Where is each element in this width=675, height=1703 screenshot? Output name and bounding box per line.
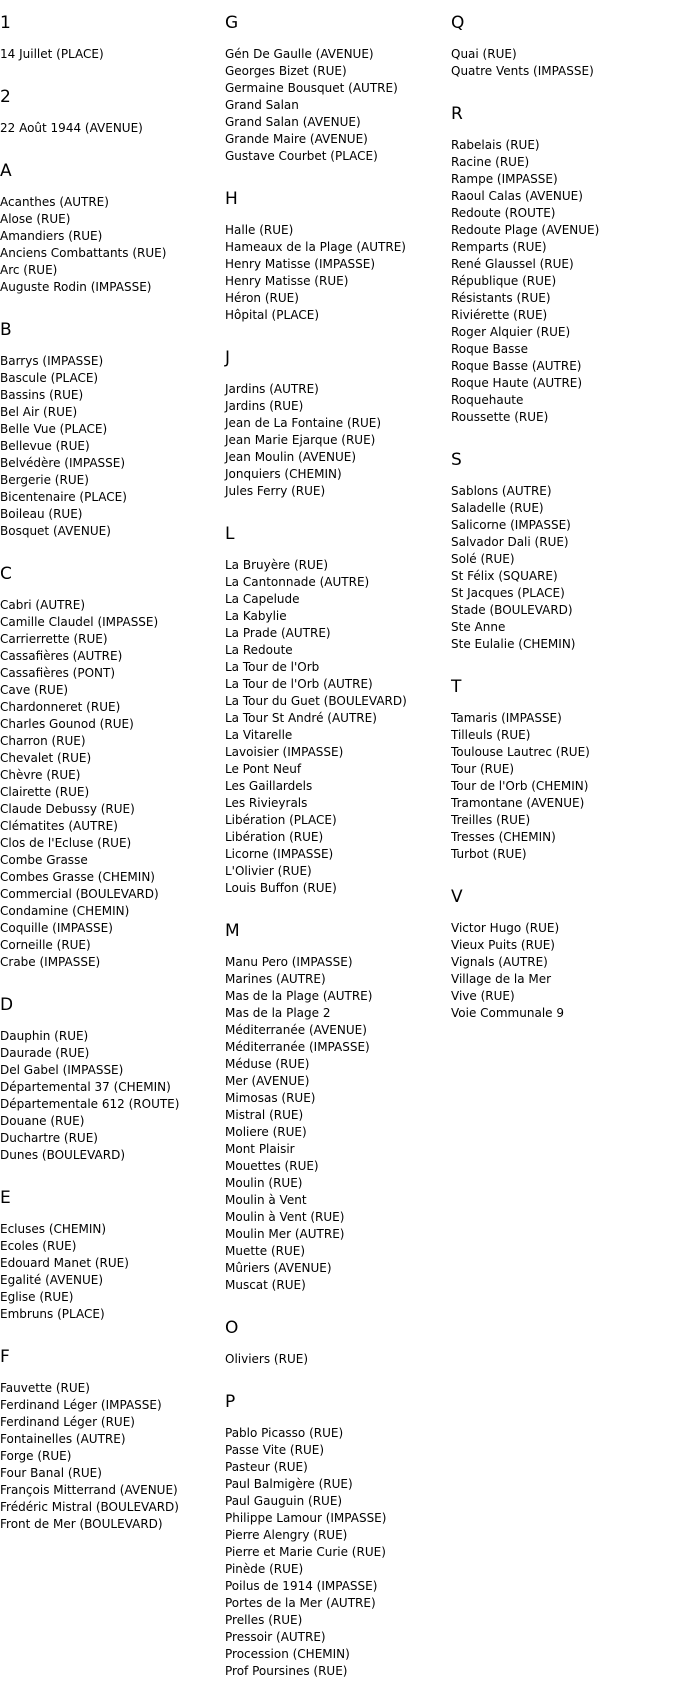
street-list [0,353,215,540]
street-link[interactable]: Sablons (AUTRE) [451,484,552,498]
street-link[interactable]: Rabelais (RUE) [451,138,540,152]
section-letter-heading: C [0,564,12,584]
street-link[interactable]: Crabe (IMPASSE) [0,955,101,969]
street-link[interactable]: Dunes (BOULEVARD) [0,1148,126,1162]
street-link[interactable]: Racine (RUE) [451,155,530,169]
letter-section [225,1391,440,1680]
letter-section [225,523,440,897]
street-link[interactable]: Ste Anne [451,620,506,634]
street-link[interactable]: Passe Vite (RUE) [225,1443,324,1457]
street-link[interactable]: St Félix (SQUARE) [451,569,558,583]
street-link[interactable]: Germaine Bousquet (AUTRE) [225,81,398,95]
street-link[interactable]: Halle (RUE) [225,223,294,237]
street-column-3 [451,12,666,1045]
street-link[interactable]: Jardins (RUE) [225,399,304,413]
street-link[interactable]: Pressoir (AUTRE) [225,1630,326,1644]
section-letter-heading: L [225,524,235,544]
street-link[interactable]: Grand Salan [225,98,299,112]
letter-section [451,12,666,80]
street-link[interactable]: Alose (RUE) [0,212,71,226]
street-link[interactable]: Pierre et Marie Curie (RUE) [225,1545,386,1559]
street-link[interactable]: Ecoles (RUE) [0,1239,77,1253]
street-link[interactable]: La Tour du Guet (BOULEVARD) [225,694,407,708]
section-letter-heading: A [0,161,12,181]
street-link[interactable]: Tresses (CHEMIN) [451,830,556,844]
street-link[interactable]: Vieux Puits (RUE) [451,938,555,952]
street-link[interactable]: Cabri (AUTRE) [0,598,86,612]
section-letter-heading: D [0,995,14,1015]
street-link[interactable]: Treilles (RUE) [451,813,531,827]
street-link[interactable]: Gén De Gaulle (AVENUE) [225,47,374,61]
street-link[interactable]: Moulin à Vent [225,1193,307,1207]
letter-section [0,994,215,1164]
street-link[interactable]: Carrierrette (RUE) [0,632,108,646]
street-link[interactable]: Roque Basse (AUTRE) [451,359,582,373]
street-link[interactable]: Henry Matisse (IMPASSE) [225,257,376,271]
street-link[interactable]: Portes de la Mer (AUTRE) [225,1596,376,1610]
street-list [0,1221,215,1323]
street-list [451,920,666,1022]
street-link[interactable]: Mer (AVENUE) [225,1074,310,1088]
street-link[interactable]: Eglise (RUE) [0,1290,74,1304]
street-link[interactable]: Cassafières (PONT) [0,666,116,680]
street-list [225,1351,440,1368]
letter-section [451,103,666,426]
street-link[interactable]: Raoul Calas (AVENUE) [451,189,583,203]
street-link[interactable]: Marines (AUTRE) [225,972,326,986]
street-list [451,710,666,863]
street-link[interactable]: République (RUE) [451,274,557,288]
street-list [225,954,440,1294]
street-link[interactable]: Forge (RUE) [0,1449,72,1463]
street-link[interactable]: La Capelude [225,592,300,606]
street-link[interactable]: Vive (RUE) [451,989,515,1003]
street-link[interactable]: Bascule (PLACE) [0,371,99,385]
street-link[interactable]: Ste Eulalie (CHEMIN) [451,637,576,651]
street-column-1 [0,12,215,1556]
street-link[interactable]: Toulouse Lautrec (RUE) [451,745,590,759]
street-link[interactable]: Bergerie (RUE) [0,473,89,487]
section-letter-heading: M [225,921,240,941]
street-link[interactable]: Résistants (RUE) [451,291,551,305]
street-list [451,483,666,653]
street-link[interactable]: Procession (CHEMIN) [225,1647,350,1661]
street-link[interactable]: Roque Haute (AUTRE) [451,376,583,390]
street-link[interactable]: Chèvre (RUE) [0,768,81,782]
street-link[interactable]: Mûriers (AVENUE) [225,1261,332,1275]
street-link[interactable]: Roger Alquier (RUE) [451,325,571,339]
street-link[interactable]: Hôpital (PLACE) [225,308,320,322]
street-link[interactable]: Pablo Picasso (RUE) [225,1426,344,1440]
street-link[interactable]: Amandiers (RUE) [0,229,103,243]
street-link[interactable]: Méditerranée (AVENUE) [225,1023,367,1037]
street-column-2 [225,12,440,1703]
street-link[interactable]: Tour de l'Orb (CHEMIN) [451,779,589,793]
street-link[interactable]: Coquille (IMPASSE) [0,921,113,935]
street-link[interactable]: Vignals (AUTRE) [451,955,548,969]
street-link[interactable]: Roque Basse [451,342,529,356]
section-letter-heading: V [451,887,463,907]
street-link[interactable]: Cassafières (AUTRE) [0,649,123,663]
section-letter-heading: Q [451,13,465,33]
street-list [451,46,666,80]
street-link[interactable]: Egalité (AVENUE) [0,1273,104,1287]
street-list [0,194,215,296]
street-link[interactable]: Philippe Lamour (IMPASSE) [225,1511,387,1525]
letter-section [225,920,440,1294]
street-link[interactable]: Mouettes (RUE) [225,1159,319,1173]
street-link[interactable]: Quai (RUE) [451,47,517,61]
street-link[interactable]: Les Rivieyrals [225,796,308,810]
letter-section [0,319,215,540]
street-list [0,1028,215,1164]
section-letter-heading: F [0,1347,10,1367]
section-letter-heading: G [225,13,239,33]
street-link[interactable]: Salicorne (IMPASSE) [451,518,571,532]
street-link[interactable]: Riviérette (RUE) [451,308,548,322]
street-link[interactable]: Camille Claudel (IMPASSE) [0,615,159,629]
street-list [225,1425,440,1680]
street-list [0,46,215,63]
street-link[interactable]: Acanthes (AUTRE) [0,195,109,209]
street-link[interactable]: Le Pont Neuf [225,762,302,776]
street-link[interactable]: Tour (RUE) [451,762,515,776]
street-link[interactable]: Paul Gauguin (RUE) [225,1494,343,1508]
letter-section [0,86,215,137]
letter-section [0,1346,215,1533]
letter-section [0,12,215,63]
letter-section [0,563,215,971]
street-link[interactable]: Georges Bizet (RUE) [225,64,347,78]
street-link[interactable]: Mas de la Plage (AUTRE) [225,989,373,1003]
street-link[interactable]: Bellevue (RUE) [0,439,90,453]
letter-section [225,188,440,324]
section-letter-heading: H [225,189,238,209]
street-link[interactable]: Quatre Vents (IMPASSE) [451,64,594,78]
street-link[interactable]: Mas de la Plage 2 [225,1006,331,1020]
letter-section [451,676,666,863]
section-letter-heading: 2 [0,87,11,107]
street-link[interactable]: Méduse (RUE) [225,1057,310,1071]
street-link[interactable]: La Vitarelle [225,728,293,742]
street-link[interactable]: Bassins (RUE) [0,388,84,402]
street-link[interactable]: Saladelle (RUE) [451,501,544,515]
letter-section [0,160,215,296]
street-link[interactable]: La Cantonnade (AUTRE) [225,575,370,589]
street-link[interactable]: Barrys (IMPASSE) [0,354,104,368]
street-link[interactable]: Bel Air (RUE) [0,405,78,419]
street-link[interactable]: Bosquet (AVENUE) [0,524,111,538]
street-link[interactable]: Prelles (RUE) [225,1613,303,1627]
street-link[interactable]: La Kabylie [225,609,287,623]
street-link[interactable]: Salvador Dali (RUE) [451,535,569,549]
street-list [225,381,440,500]
street-link[interactable]: Mimosas (RUE) [225,1091,316,1105]
street-link[interactable]: Moulin (RUE) [225,1176,303,1190]
street-link[interactable]: Del Gabel (IMPASSE) [0,1063,124,1077]
street-link[interactable]: La Tour St André (AUTRE) [225,711,377,725]
street-link[interactable]: Moulin à Vent (RUE) [225,1210,345,1224]
street-link[interactable]: Corneille (RUE) [0,938,91,952]
street-link[interactable]: Dauphin (RUE) [0,1029,89,1043]
street-link[interactable]: Edouard Manet (RUE) [0,1256,129,1270]
letter-section [451,449,666,653]
street-link[interactable]: Tilleuls (RUE) [451,728,531,742]
street-link[interactable]: Jules Ferry (RUE) [225,484,326,498]
street-link[interactable]: Embruns (PLACE) [0,1307,105,1321]
street-link[interactable]: Charron (RUE) [0,734,86,748]
street-link[interactable]: Stade (BOULEVARD) [451,603,573,617]
street-list [451,137,666,426]
street-list [225,46,440,165]
section-letter-heading: O [225,1318,239,1338]
street-link[interactable]: La Prade (AUTRE) [225,626,331,640]
street-link[interactable]: Grand Salan (AVENUE) [225,115,361,129]
street-link[interactable]: Moliere (RUE) [225,1125,307,1139]
street-link[interactable]: Boileau (RUE) [0,507,83,521]
street-list [225,557,440,897]
street-link[interactable]: Les Gaillardels [225,779,313,793]
street-list [0,597,215,971]
street-link[interactable]: Douane (RUE) [0,1114,85,1128]
street-link[interactable]: Commercial (BOULEVARD) [0,887,159,901]
street-link[interactable]: Libération (RUE) [225,830,324,844]
street-link[interactable]: Ferdinand Léger (RUE) [0,1415,135,1429]
letter-section [225,1317,440,1368]
street-link[interactable]: Voie Communale 9 [451,1006,564,1020]
street-link[interactable]: Front de Mer (BOULEVARD) [0,1517,163,1531]
street-link[interactable]: Paul Balmigère (RUE) [225,1477,353,1491]
street-link[interactable]: Combes Grasse (CHEMIN) [0,870,155,884]
street-link[interactable]: Jean Marie Ejarque (RUE) [225,433,376,447]
street-link[interactable]: Frédéric Mistral (BOULEVARD) [0,1500,179,1514]
street-link[interactable]: Charles Gounod (RUE) [0,717,134,731]
street-link[interactable]: Pinède (RUE) [225,1562,304,1576]
street-link[interactable]: Clairette (RUE) [0,785,90,799]
section-letter-heading: S [451,450,462,470]
street-link[interactable]: Départementale 612 (ROUTE) [0,1097,180,1111]
street-link[interactable]: Jean Moulin (AVENUE) [225,450,357,464]
street-link[interactable]: Départemental 37 (CHEMIN) [0,1080,171,1094]
street-link[interactable]: Combe Grasse [0,853,88,867]
street-link[interactable]: Jonquiers (CHEMIN) [225,467,342,481]
street-link[interactable]: La Redoute [225,643,293,657]
street-link[interactable]: Henry Matisse (RUE) [225,274,349,288]
street-link[interactable]: Licorne (IMPASSE) [225,847,334,861]
street-link[interactable]: Louis Buffon (RUE) [225,881,337,895]
street-link[interactable]: Remparts (RUE) [451,240,547,254]
street-link[interactable]: 14 Juillet (PLACE) [0,47,104,61]
street-link[interactable]: Auguste Rodin (IMPASSE) [0,280,152,294]
street-link[interactable]: Prof Poursines (RUE) [225,1664,348,1678]
street-link[interactable]: Moulin Mer (AUTRE) [225,1227,345,1241]
street-link[interactable]: Redoute (ROUTE) [451,206,556,220]
street-link[interactable]: Anciens Combattants (RUE) [0,246,167,260]
street-link[interactable]: Roussette (RUE) [451,410,549,424]
street-link[interactable]: Ecluses (CHEMIN) [0,1222,107,1236]
street-link[interactable]: Roquehaute [451,393,524,407]
street-link[interactable]: Libération (PLACE) [225,813,337,827]
section-letter-heading: E [0,1188,11,1208]
street-link[interactable]: St Jacques (PLACE) [451,586,565,600]
street-link[interactable]: La Tour de l'Orb (AUTRE) [225,677,373,691]
street-link[interactable]: Poilus de 1914 (IMPASSE) [225,1579,378,1593]
street-link[interactable]: Victor Hugo (RUE) [451,921,560,935]
street-link[interactable]: Gustave Courbet (PLACE) [225,149,378,163]
street-list [0,120,215,137]
street-link[interactable]: Chardonneret (RUE) [0,700,121,714]
street-link[interactable]: Mistral (RUE) [225,1108,304,1122]
street-link[interactable]: Arc (RUE) [0,263,58,277]
street-link[interactable]: Solé (RUE) [451,552,515,566]
street-link[interactable]: Daurade (RUE) [0,1046,90,1060]
street-list [225,222,440,324]
street-link[interactable]: Héron (RUE) [225,291,299,305]
street-link[interactable]: Fontainelles (AUTRE) [0,1432,126,1446]
letter-section [0,1187,215,1323]
street-link[interactable]: Jardins (AUTRE) [225,382,319,396]
street-link[interactable]: Grande Maire (AVENUE) [225,132,368,146]
street-link[interactable]: Duchartre (RUE) [0,1131,98,1145]
street-link[interactable]: Claude Debussy (RUE) [0,802,135,816]
street-link[interactable]: Mont Plaisir [225,1142,295,1156]
street-link[interactable]: Jean de La Fontaine (RUE) [225,416,382,430]
letter-section [451,886,666,1022]
street-link[interactable]: François Mitterrand (AVENUE) [0,1483,178,1497]
street-link[interactable]: Clématites (AUTRE) [0,819,118,833]
street-list [0,1380,215,1533]
street-link[interactable]: Hameaux de la Plage (AUTRE) [225,240,406,254]
letter-section [225,12,440,165]
street-link[interactable]: Bicentenaire (PLACE) [0,490,127,504]
section-letter-heading: 1 [0,13,11,33]
street-link[interactable]: Méditerranée (IMPASSE) [225,1040,370,1054]
street-link[interactable]: La Bruyère (RUE) [225,558,329,572]
street-link[interactable]: Tamaris (IMPASSE) [451,711,562,725]
street-link[interactable]: 22 Août 1944 (AVENUE) [0,121,143,135]
street-link[interactable]: Oliviers (RUE) [225,1352,308,1366]
street-link[interactable]: Fauvette (RUE) [0,1381,90,1395]
street-link[interactable]: Pierre Alengry (RUE) [225,1528,348,1542]
street-link[interactable]: Chevalet (RUE) [0,751,92,765]
street-link[interactable]: Lavoisier (IMPASSE) [225,745,344,759]
street-link[interactable]: Belle Vue (PLACE) [0,422,108,436]
street-link[interactable]: Village de la Mer [451,972,552,986]
street-link[interactable]: Manu Pero (IMPASSE) [225,955,353,969]
section-letter-heading: P [225,1392,236,1412]
section-letter-heading: T [451,677,462,697]
section-letter-heading: J [225,348,231,368]
street-link[interactable]: Redoute Plage (AVENUE) [451,223,600,237]
street-link[interactable]: Cave (RUE) [0,683,69,697]
street-link[interactable]: Condamine (CHEMIN) [0,904,130,918]
street-link[interactable]: La Tour de l'Orb [225,660,320,674]
street-link[interactable]: Belvédère (IMPASSE) [0,456,126,470]
street-link[interactable]: Pasteur (RUE) [225,1460,308,1474]
street-link[interactable]: Rampe (IMPASSE) [451,172,558,186]
section-letter-heading: B [0,320,12,340]
street-link[interactable]: Ferdinand Léger (IMPASSE) [0,1398,162,1412]
section-letter-heading: R [451,104,463,124]
street-link[interactable]: Tramontane (AVENUE) [451,796,585,810]
street-link[interactable]: Four Banal (RUE) [0,1466,102,1480]
street-link[interactable]: Turbot (RUE) [451,847,527,861]
street-link[interactable]: Muette (RUE) [225,1244,306,1258]
letter-section [225,347,440,500]
street-link[interactable]: L'Olivier (RUE) [225,864,312,878]
street-link[interactable]: René Glaussel (RUE) [451,257,574,271]
street-link[interactable]: Clos de l'Ecluse (RUE) [0,836,132,850]
street-link[interactable]: Muscat (RUE) [225,1278,306,1292]
